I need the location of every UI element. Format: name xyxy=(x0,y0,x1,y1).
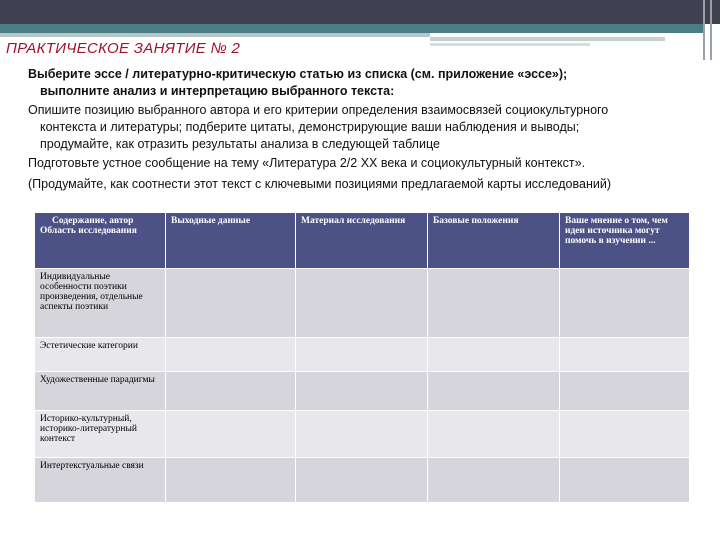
row-label: Художественные парадигмы xyxy=(35,372,166,411)
table-cell[interactable] xyxy=(428,411,560,458)
header-cell: Ваше мнение о том, чем идеи источника могут помочь в изучении ... xyxy=(560,213,690,269)
table-cell[interactable] xyxy=(296,411,428,458)
table-cell[interactable] xyxy=(296,372,428,411)
table-cell[interactable] xyxy=(560,411,690,458)
instruction-3: Подготовьте устное сообщение на тему «Литература 2/2 XX века и социокультурный контекст». xyxy=(28,156,586,170)
row-label: Интертекстуальные связи xyxy=(35,458,166,503)
decor-band xyxy=(0,24,705,33)
table-cell[interactable] xyxy=(166,269,296,338)
instruction-2: Опишите позицию выбранного автора и его критерии определения взаимосвязей социокультурного контекста и литературы; подберите цитаты, демонстрирующие ваши наблюдения и выводы; продумайте, как отразить результаты анализа в следующей таблице xyxy=(28,103,609,151)
table-cell[interactable] xyxy=(560,269,690,338)
table-header xyxy=(35,213,690,269)
table-row xyxy=(35,269,690,338)
decor-line xyxy=(430,37,665,41)
table-cell[interactable] xyxy=(296,458,428,503)
row-label: Индивидуальные особенности поэтики произведения, отдельные аспекты поэтики xyxy=(35,269,166,338)
table-cell[interactable] xyxy=(166,372,296,411)
table-cell[interactable] xyxy=(296,269,428,338)
table-cell[interactable] xyxy=(560,458,690,503)
table-row xyxy=(35,411,690,458)
table-cell[interactable] xyxy=(166,338,296,372)
table-cell[interactable] xyxy=(166,458,296,503)
header-cell: Базовые положения xyxy=(428,213,560,269)
table-cell[interactable] xyxy=(428,458,560,503)
table-cell[interactable] xyxy=(428,372,560,411)
slide-title: ПРАКТИЧЕСКОЕ ЗАНЯТИЕ № 2 xyxy=(6,40,241,57)
table-cell[interactable] xyxy=(166,411,296,458)
header-cell: Выходные данные xyxy=(166,213,296,269)
table-row xyxy=(35,338,690,372)
top-bar xyxy=(0,0,720,24)
decor-line xyxy=(430,43,590,46)
decor-vline xyxy=(710,0,712,60)
table-row xyxy=(35,372,690,411)
table-cell[interactable] xyxy=(428,269,560,338)
table-cell[interactable] xyxy=(560,372,690,411)
analysis-table xyxy=(34,212,690,503)
decor-vline xyxy=(703,0,705,60)
table-cell[interactable] xyxy=(296,338,428,372)
header-cell: Материал исследования xyxy=(296,213,428,269)
table-cell[interactable] xyxy=(560,338,690,372)
instruction-1: Выберите эссе / литературно-критическую статью из списка (см. приложение «эссе»); выполните анализ и интерпретацию выбранного текста: xyxy=(28,67,568,98)
instruction-4: (Продумайте, как соотнести этот текст с ключевыми позициями предлагаемой карты исследований) xyxy=(28,177,611,191)
table-row xyxy=(35,458,690,503)
row-label: Историко-культурный, историко-литературный контекст xyxy=(35,411,166,458)
table-cell[interactable] xyxy=(428,338,560,372)
decor-line xyxy=(0,33,430,37)
header-cell: Содержание, автор Область исследования xyxy=(35,213,166,269)
row-label: Эстетические категории xyxy=(35,338,166,372)
